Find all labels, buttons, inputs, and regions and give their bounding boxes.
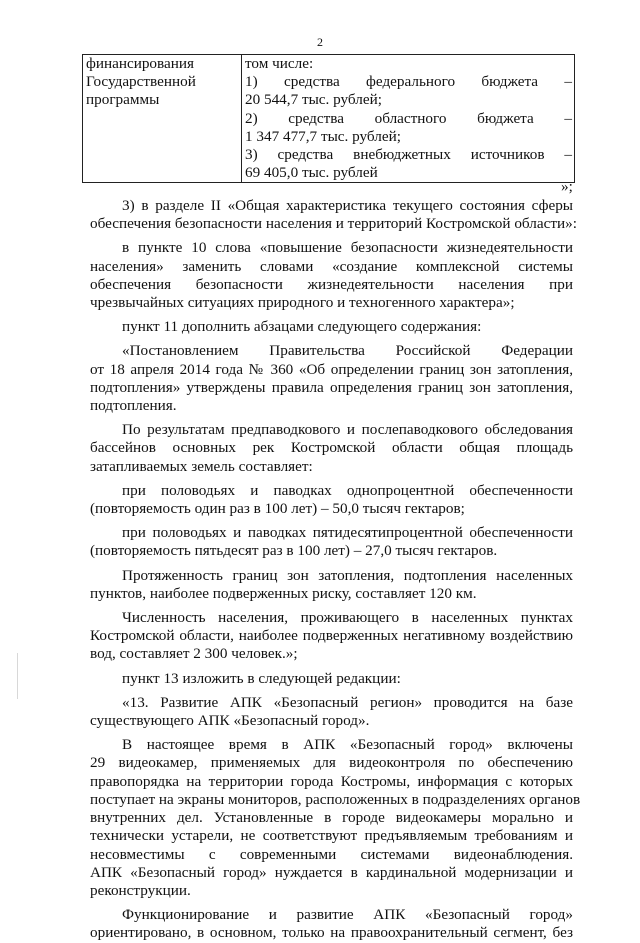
text-line: от 18 апреля 2014 года № 360 «Об определении границ зон затопления, — [90, 360, 573, 378]
text-line: поступает на экраны мониторов, расположенных в подразделениях органов — [90, 790, 581, 808]
text-line: Костромской области, наиболее подверженных негативному воздействию — [90, 627, 573, 645]
table-left-line: программы — [86, 91, 160, 109]
text-line: несовместимы с современными системами видеонаблюдения. — [90, 845, 573, 863]
text-line: подтопления» утверждены правила определения границ зон затопления, — [90, 378, 573, 396]
text-line: В настоящее время в АПК «Безопасный город» включены — [122, 736, 573, 754]
text-line: По результатам предпаводкового и послепаводкового обследования — [122, 421, 573, 439]
paragraph — [90, 906, 573, 942]
text-line: чрезвычайных ситуациях природного и техногенного характера»; — [90, 294, 515, 312]
paragraph — [90, 694, 573, 730]
text-line: пункт 11 дополнить абзацами следующего содержания: — [122, 318, 482, 336]
table-cell-label — [83, 55, 242, 183]
text-line: 29 видеокамер, применяемых для видеоконтроля по обеспечению — [90, 754, 573, 772]
text-line: внутренних дел. Установленные в городе видеокамеры морально и — [90, 809, 573, 827]
text-line: ориентировано, в основном, только на правоохранительный сегмент, без — [90, 924, 573, 942]
text-line: пунктов, наиболее подверженных риску, составляет 120 км. — [90, 584, 477, 602]
table-row — [83, 55, 575, 183]
text-line: Численность населения, проживающего в населенных пунктах — [122, 609, 573, 627]
text-line: 3) в разделе II «Общая характеристика текущего состояния сферы — [122, 197, 573, 214]
table-right-line: 69 405,0 тыс. рублей — [245, 164, 378, 182]
text-line: подтопления. — [90, 397, 177, 415]
document-body — [90, 197, 581, 943]
text-line: затапливаемых земель составляет: — [90, 457, 313, 475]
text-line: обеспечения безопасности населения и территорий Костромской области»: — [90, 215, 577, 233]
paragraph — [90, 421, 573, 476]
text-line: правопорядка на территории города Костромы, информация с которых — [90, 772, 573, 790]
paragraph — [90, 736, 581, 900]
paragraph — [90, 482, 573, 518]
paragraph — [90, 609, 573, 664]
text-line: Функционирование и развитие АПК «Безопасный город» — [122, 906, 573, 924]
text-line: в пункте 10 слова «повышение безопасности жизнедеятельности — [122, 239, 573, 257]
table-right-line: 1 347 477,7 тыс. рублей; — [245, 127, 401, 145]
paragraph — [90, 197, 577, 233]
text-line: при половодьях и паводках однопроцентной обеспеченности — [122, 481, 573, 499]
text-line: пункт 13 изложить в следующей редакции: — [122, 669, 401, 687]
table-left-line: финансирования — [86, 55, 194, 72]
margin-mark — [17, 653, 18, 699]
text-line: Протяженность границ зон затопления, подтопления населенных — [122, 566, 573, 584]
text-line: вод, составляет 2 300 человек.»; — [90, 645, 298, 663]
table-right-line: 2) средства областного бюджета – — [245, 109, 572, 127]
text-line: «Постановлением Правительства Российской Федерации — [122, 342, 573, 360]
text-line: при половодьях и паводках пятидесятипроцентной обеспеченности — [122, 524, 573, 542]
paragraph — [90, 524, 573, 560]
table-left-line: Государственной — [86, 73, 196, 91]
paragraph — [90, 670, 573, 688]
text-line: АПК «Безопасный город» нуждается в кардинальной модернизации и — [90, 863, 573, 881]
table-right-line: 3) средства внебюджетных источников – — [245, 146, 572, 164]
text-line: (повторяемость пятьдесят раз в 100 лет) – 27,0 тысяч гектаров. — [90, 542, 498, 560]
page-number: 2 — [317, 35, 323, 49]
text-line: реконструкции. — [90, 881, 191, 899]
text-line: (повторяемость один раз в 100 лет) – 50,0 тысяч гектаров; — [90, 500, 465, 518]
text-line: населения» заменить словами «создание комплексной системы — [90, 257, 573, 275]
table-right-line: том числе: — [245, 55, 314, 72]
paragraph — [90, 342, 573, 415]
text-line: обеспечения безопасности жизнедеятельности населения при — [90, 275, 573, 293]
table-cell-value — [242, 55, 575, 183]
text-line: «13. Развитие АПК «Безопасный регион» проводится на базе — [122, 693, 573, 711]
table-right-line: 20 544,7 тыс. рублей; — [245, 91, 382, 109]
financing-table — [82, 54, 575, 183]
text-line: бассейнов основных рек Костромской области общая площадь — [90, 439, 573, 457]
text-line: технически устарели, не соответствуют предъявляемым требованиям и — [90, 827, 573, 845]
paragraph — [90, 567, 573, 603]
closing-quote: »; — [561, 178, 573, 195]
paragraph — [90, 239, 573, 312]
text-line: существующего АПК «Безопасный город». — [90, 712, 370, 730]
table-right-line: 1) средства федерального бюджета – — [245, 73, 572, 91]
paragraph — [90, 318, 573, 336]
